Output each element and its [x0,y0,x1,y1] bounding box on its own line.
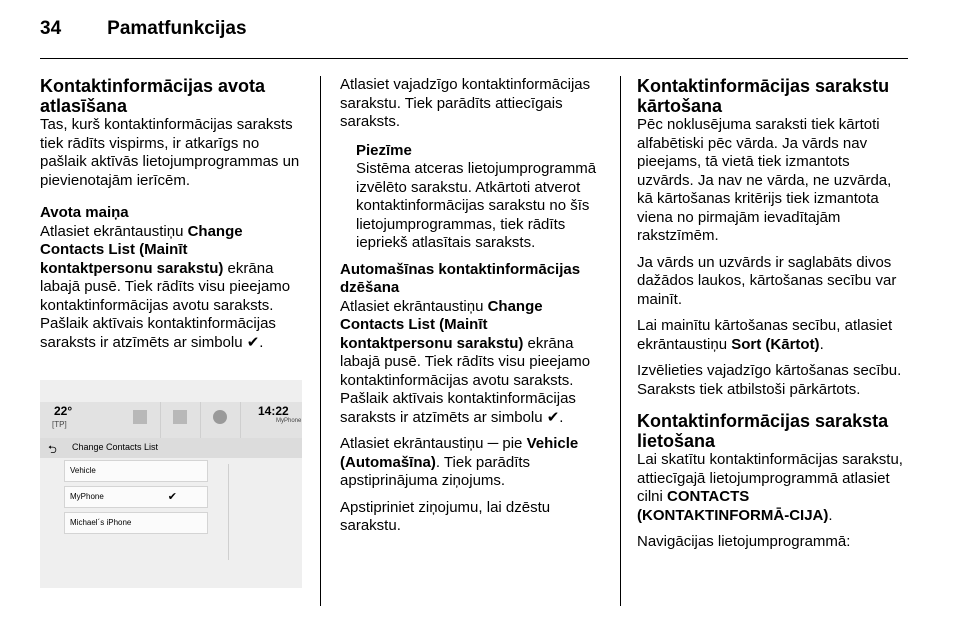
tab-music [120,402,161,438]
column-divider [620,76,621,606]
phone-name: MyPhone [276,418,302,424]
note-text: Sistēma atceras lietojumprogrammā izvēlēto sarakstu. Atkārtoti atverot kontaktinformācijas sarakstu no šīs lietojumprogrammas, tiek rādīts iepriekš atlasītais saraksts. [356,160,597,251]
paragraph-confirm: Apstipriniet ziņojumu, lai dzēstu sarakstu. [340,498,551,534]
temperature: 22° [54,404,73,418]
info-icon [213,410,227,424]
header-rule [40,58,908,59]
column-divider [320,76,321,606]
phone-icon [173,410,187,424]
heading-using: Kontaktinformācijas saraksta lietošana [637,411,889,451]
paragraph-minus: Atlasiet ekrāntaustiņu ─ pie Vehicle (Automašīna). Tiek parādīts apstiprinājuma ziņojums. [340,435,579,489]
note-title: Piezīme [356,141,412,159]
note-box [356,142,604,253]
page-title: Pamatfunkcijas [107,18,247,39]
screen-divider [228,464,229,560]
paragraph-sort-2: Ja vārds un uzvārds ir saglabāts divos dažādos laukos, kārtošanas secību var mainīt. [637,253,897,308]
tp-indicator: [TP] [52,420,67,429]
paragraph-navigation: Navigācijas lietojumprogrammā: [637,533,851,550]
screen-title: Change Contacts List [72,442,159,452]
column-2 [340,76,604,536]
check-icon: ✔ [167,491,177,503]
paragraph-source: Tas, kurš kontaktinformācijas saraksts tiek rādīts vispirms, ir atkarīgs no pašlaik aktīvās lietojumprogrammas un pievienotajām ierīcēm. [40,116,300,189]
paragraph-intro: Atlasiet vajadzīgo kontaktinformācijas sarakstu. Tiek parādīts attiecīgais saraksts. [340,76,591,130]
paragraph-delete: Atlasiet ekrāntaustiņu Change Contacts List (Mainīt kontaktpersonu sarakstu) ekrāna labajā pusē. Tiek rādīts visu pieejamo kontaktinformācijas avotu saraksts. Pašlaik aktīvais kontaktinformācijas saraksts ir atzīmēts ar simbolu ✔. [340,297,591,426]
heading-source-change: Avota maiņa [40,204,129,221]
screen-illustration [40,380,302,588]
back-icon: ⮌ [48,444,57,456]
list-item: Vehicle [64,460,208,482]
heading-source-selection: Kontaktinformācijas avota atlasīšana [40,76,266,116]
page-number: 34 [40,18,62,39]
heading-sorting: Kontaktinformācijas sarakstu kārtošana [637,76,890,116]
list-item: MyPhone ✔ [64,486,208,508]
contacts-source-list [64,460,208,538]
screen-top-bar [40,402,302,438]
screen-title-bar [40,438,302,458]
page-header [40,18,247,40]
paragraph-sort-4: Izvēlieties vajadzīgo kārtošanas secību. Saraksts tiek atbilstoši pārkārtots. [637,362,902,398]
list-item: Michael´s iPhone [64,512,208,534]
paragraph-use: Lai skatītu kontaktinformācijas sarakstu, attiecīgajā lietojumprogrammā atlasiet cilni CONTACTS (KONTAKTINFORMĀ-CIJA). [637,451,903,524]
column-3 [637,76,905,552]
paragraph-change: Atlasiet ekrāntaustiņu Change Contacts List (Mainīt kontaktpersonu sarakstu) ekrāna labajā pusē. Tiek rādīts visu pieejamo kontaktinformācijas avotu saraksts. Pašlaik aktīvais kontaktinformācijas saraksts ir atzīmēts ar simbolu ✔. [40,222,291,351]
heading-delete: Automašīnas kontaktinformācijas dzēšana [340,260,581,296]
music-icon [133,410,147,424]
paragraph-sort-1: Pēc noklusējuma saraksti tiek kārtoti alfabētiski pēc vārda. Ja vārds nav pieejams, tā vietā tiek izmantots uzvārds. Ja nav ne vārda, ne uzvārda, kā kārtošanas kritērijs tiek izmantota viena no pirmajām ievadītajām rakstzīmēm. [637,116,892,244]
paragraph-sort-3: Lai mainītu kārtošanas secību, atlasiet ekrāntaustiņu Sort (Kārtot). [637,317,893,353]
tab-info [200,402,241,438]
column-1 [40,76,302,352]
clock: 14:22 [258,404,289,418]
tab-phone [160,402,201,438]
